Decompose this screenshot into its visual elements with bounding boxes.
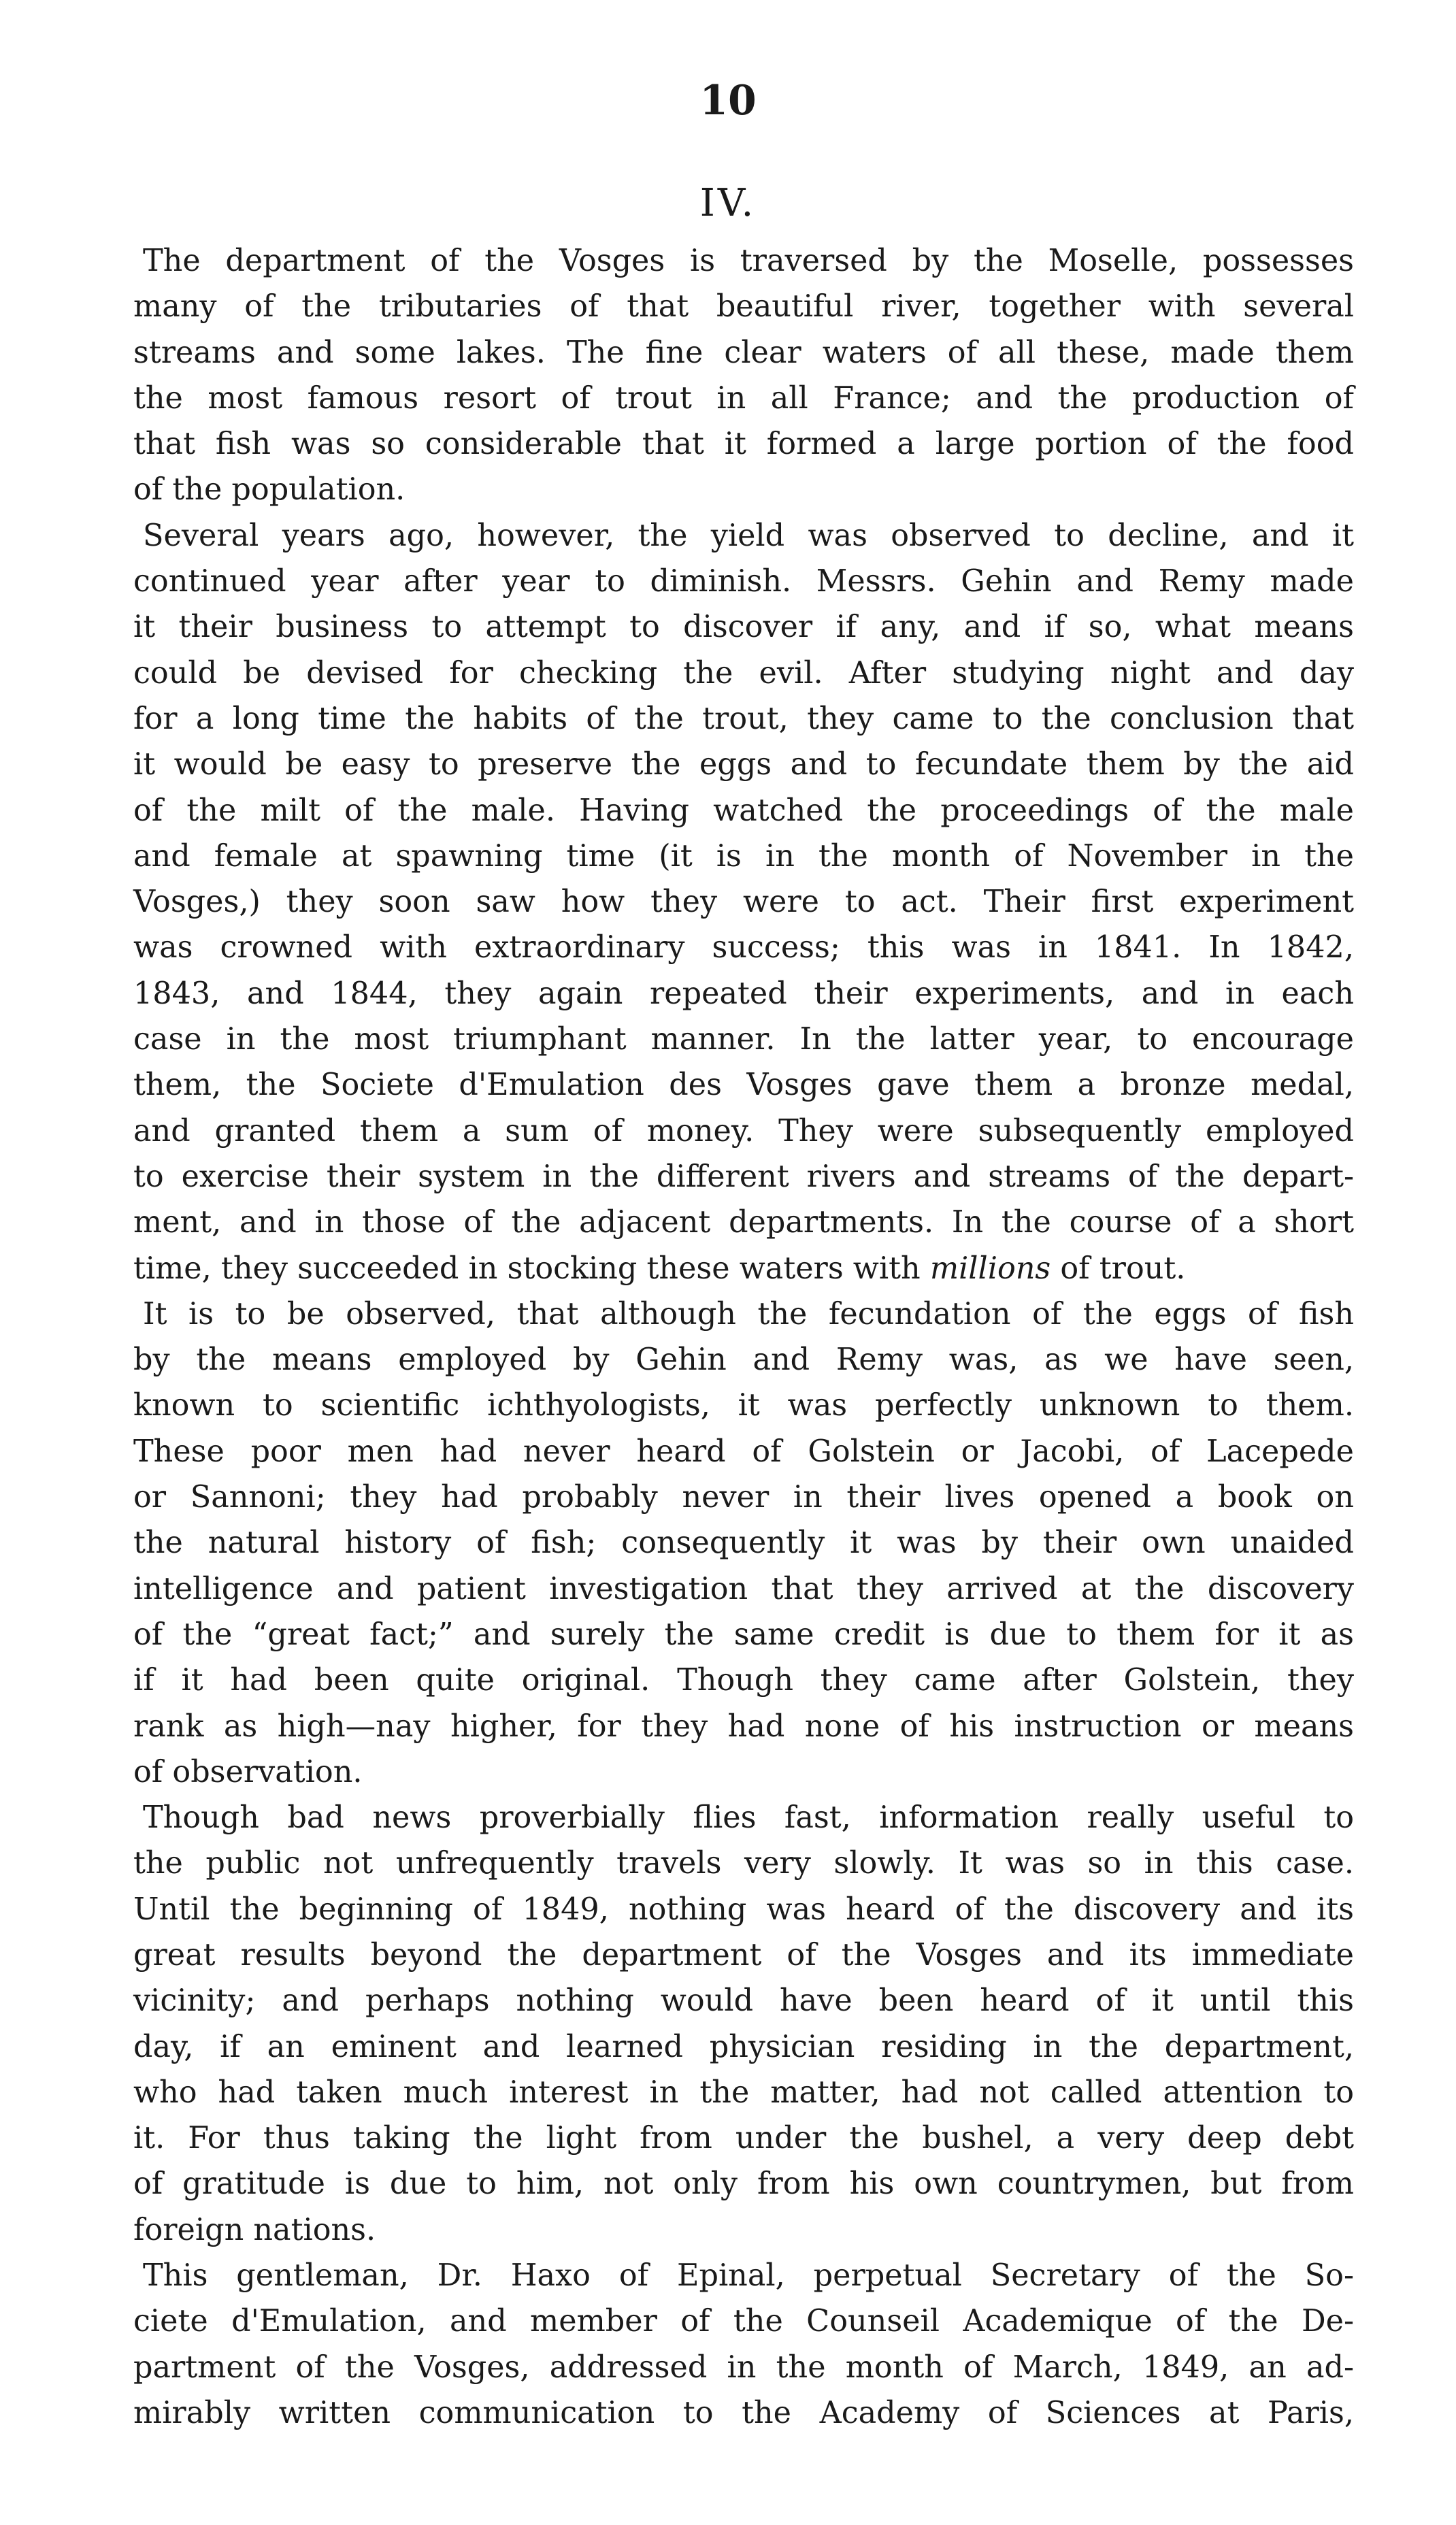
paragraph-3 xyxy=(133,1291,1354,1795)
text-line: great results beyond the department of the Vosges and its immediate xyxy=(133,1937,1354,1973)
text-line: The department of the Vosges is traversed by the Moselle, possesses xyxy=(143,244,1354,278)
text-line: Until the beginning of 1849, nothing was heard of the discovery and its xyxy=(133,1892,1354,1927)
text-line: the public not unfrequently travels very slowly. It was so in this case. xyxy=(133,1846,1354,1881)
text-line: of observation. xyxy=(133,1754,363,1789)
text-line: was crowned with extraordinary success; this was in 1841. In 1842, xyxy=(133,930,1354,966)
text-line: partment of the Vosges, addressed in the month of March, 1849, an ad- xyxy=(133,2349,1354,2385)
text-line: that fish was so considerable that it formed a large portion of the food xyxy=(133,427,1354,462)
section-heading: IV. xyxy=(699,181,757,225)
text-line: the most famous resort of trout in all France; and the production of xyxy=(133,380,1354,416)
text-line: who had taken much interest in the matter, had not called attention to xyxy=(133,2075,1354,2110)
text-run: time, they succeeded in stocking these waters with xyxy=(133,1251,930,1286)
text-line: ciete d'Emulation, and member of the Counseil Academique of the De- xyxy=(133,2304,1354,2339)
text-line: streams and some lakes. The fine clear waters of all these, made them xyxy=(133,335,1354,370)
text-run: of trout. xyxy=(1050,1251,1186,1286)
text-line: them, the Societe d'Emulation des Vosges gave them a bronze medal, xyxy=(133,1068,1354,1103)
text-line: 1843, and 1844, they again repeated their experiments, and in each xyxy=(133,976,1354,1011)
text-line: it would be easy to preserve the eggs and to fecundate them by the aid xyxy=(133,747,1354,782)
italic-word-millions: millions xyxy=(929,1251,1051,1286)
text-line: foreign nations. xyxy=(133,2212,376,2247)
text-line: of the population. xyxy=(133,472,406,508)
text-line: of the milt of the male. Having watched the proceedings of the male xyxy=(133,793,1354,828)
text-line: could be devised for checking the evil. After studying night and day xyxy=(133,655,1354,691)
text-line: rank as high—nay higher, for they had none of his instruction or means xyxy=(133,1709,1354,1744)
text-line: it their business to attempt to discover if any, and if so, what means xyxy=(133,610,1354,645)
paragraph-4 xyxy=(133,1795,1354,2253)
paragraph-2 xyxy=(133,513,1354,1291)
text-line: for a long time the habits of the trout, they came to the conclusion that xyxy=(133,701,1354,736)
text-line: These poor men had never heard of Golstein or Jacobi, of Lacepede xyxy=(133,1434,1354,1469)
paragraph-1 xyxy=(133,238,1354,513)
text-line: of gratitude is due to him, not only from his own countrymen, but from xyxy=(133,2166,1354,2202)
text-line: it. For thus taking the light from under the bushel, a very deep debt xyxy=(133,2121,1354,2156)
text-line: mirably written communication to the Academy of Sciences at Paris, xyxy=(133,2395,1354,2430)
text-line: many of the tributaries of that beautiful river, together with several xyxy=(133,289,1354,325)
text-line: Though bad news proverbially flies fast, information really useful to xyxy=(143,1800,1354,1836)
text-line xyxy=(133,1246,1354,1291)
text-line: This gentleman, Dr. Haxo of Epinal, perpetual Secretary of the So- xyxy=(143,2258,1354,2294)
body-text xyxy=(133,238,1354,2436)
text-line: the natural history of fish; consequently it was by their own unaided xyxy=(133,1525,1354,1561)
text-line: day, if an eminent and learned physician residing in the department, xyxy=(133,2029,1354,2064)
text-line: It is to be observed, that although the fecundation of the eggs of fish xyxy=(143,1296,1354,1332)
page-number: 10 xyxy=(699,77,757,125)
text-line: and granted them a sum of money. They were subsequently employed xyxy=(133,1113,1354,1149)
text-line: if it had been quite original. Though they came after Golstein, they xyxy=(133,1663,1354,1698)
text-line: intelligence and patient investigation that they arrived at the discovery xyxy=(133,1571,1354,1606)
text-line: by the means employed by Gehin and Remy was, as we have seen, xyxy=(133,1342,1354,1378)
text-line: ment, and in those of the adjacent departments. In the course of a short xyxy=(133,1205,1354,1240)
text-line: continued year after year to diminish. Messrs. Gehin and Remy made xyxy=(133,564,1354,599)
text-line: or Sannoni; they had probably never in their lives opened a book on xyxy=(133,1480,1354,1515)
text-line: case in the most triumphant manner. In the latter year, to encourage xyxy=(133,1022,1354,1057)
text-line: and female at spawning time (it is in the month of November in the xyxy=(133,838,1354,874)
paragraph-5 xyxy=(133,2253,1354,2436)
text-line: Vosges,) they soon saw how they were to act. Their first experiment xyxy=(133,885,1354,920)
text-line: known to scientific ichthyologists, it was perfectly unknown to them. xyxy=(133,1388,1354,1423)
text-line: of the “great fact;” and surely the same credit is due to them for it as xyxy=(133,1617,1354,1652)
text-line: vicinity; and perhaps nothing would have been heard of it until this xyxy=(133,1983,1354,2019)
text-line: to exercise their system in the different rivers and streams of the depart- xyxy=(133,1159,1354,1194)
text-line: Several years ago, however, the yield was observed to decline, and it xyxy=(143,518,1354,553)
